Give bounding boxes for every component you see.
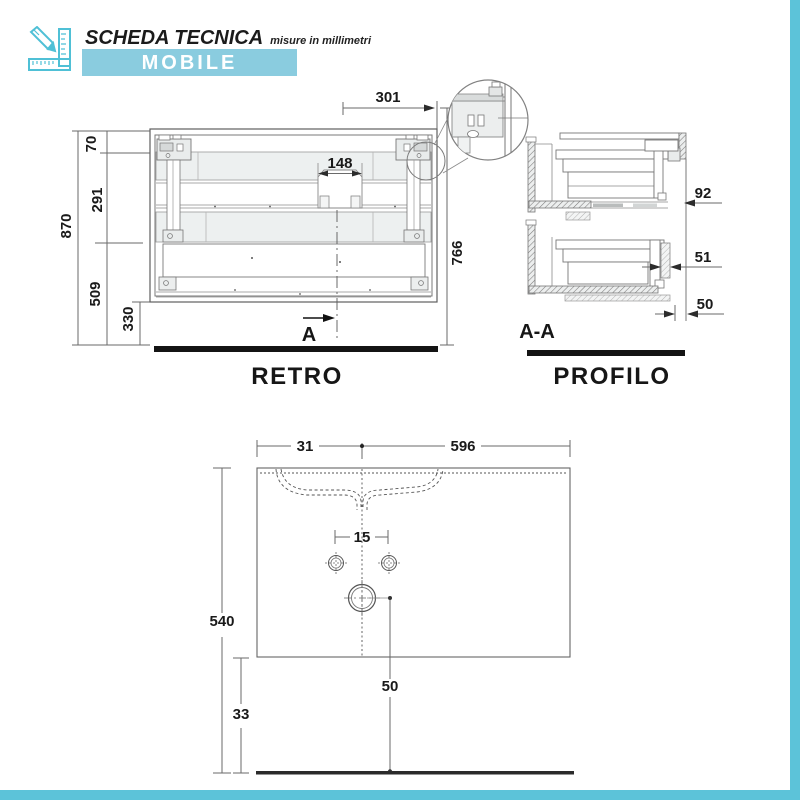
section-label-a: A bbox=[301, 324, 317, 346]
dim-floor-gap: 330 bbox=[120, 306, 137, 332]
dim-cutout-width: 148 bbox=[327, 155, 353, 172]
bottom-slide-left bbox=[159, 277, 176, 290]
arrow-301 bbox=[424, 105, 435, 112]
dim-basin-width: 596 bbox=[450, 438, 476, 455]
dim-right-height: 766 bbox=[449, 240, 466, 266]
page-accent-bottom-bar bbox=[0, 790, 800, 800]
sheet-title-text: SCHEDA TECNICA bbox=[85, 27, 264, 49]
profilo-view bbox=[519, 133, 724, 390]
profilo-section-drawing bbox=[526, 133, 686, 321]
retro-dimension-chain bbox=[72, 131, 157, 345]
profilo-title: PROFILO bbox=[553, 363, 671, 390]
basin-wall-line bbox=[256, 771, 574, 775]
dim-seg-bottom: 509 bbox=[87, 281, 104, 307]
dim-wall-gap: 33 bbox=[232, 706, 250, 723]
dim-seg-top: 70 bbox=[83, 135, 100, 153]
dim-seg-mid: 291 bbox=[89, 187, 106, 213]
page-accent-right-bar bbox=[790, 0, 800, 800]
dim-top-offset: 301 bbox=[375, 89, 401, 106]
basin-outline bbox=[257, 468, 570, 657]
product-banner: MOBILE bbox=[82, 49, 297, 76]
basin-view bbox=[209, 438, 574, 775]
retro-view bbox=[58, 79, 530, 390]
detail-balloon bbox=[448, 79, 530, 161]
section-label-aa: A-A bbox=[519, 321, 555, 343]
section-arrowhead bbox=[323, 314, 335, 322]
dim-drain-offset: 50 bbox=[381, 678, 399, 695]
dim-bottom-gap: 50 bbox=[696, 296, 714, 313]
dim-mid-gap: 51 bbox=[694, 249, 712, 266]
dim-left-offset: 31 bbox=[296, 438, 314, 455]
dim-basin-depth: 540 bbox=[209, 613, 235, 630]
bottom-slide-right bbox=[411, 277, 428, 290]
dim-total-height: 870 bbox=[58, 213, 75, 239]
profilo-50-dim bbox=[655, 305, 724, 321]
dim-top-depth: 92 bbox=[694, 185, 712, 202]
sheet-subtitle: misure in millimetri bbox=[270, 35, 372, 47]
retro-floor-line bbox=[154, 346, 438, 352]
profilo-floor-line bbox=[527, 350, 685, 356]
retro-right-dim bbox=[440, 108, 454, 345]
retro-title: RETRO bbox=[251, 363, 343, 390]
dim-hole-spacing: 15 bbox=[353, 529, 371, 546]
retro-cabinet bbox=[150, 129, 437, 302]
dim-node-dot bbox=[360, 444, 364, 448]
